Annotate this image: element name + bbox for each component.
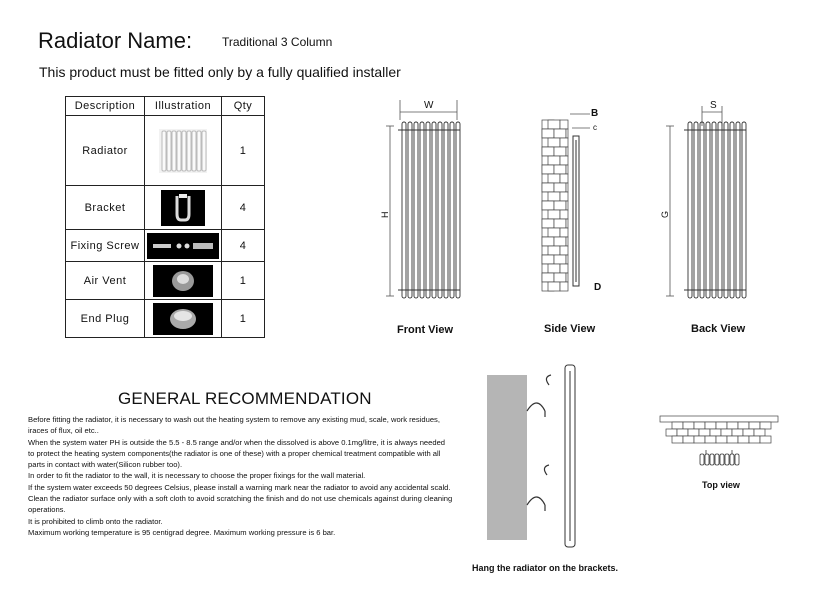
recommendation-line: Before fitting the radiator, it is necessary to wash out the heating system to remove any existing mud, scale, work residues, (28, 415, 440, 424)
row-description: Bracket (66, 186, 145, 230)
row-illustration (145, 262, 222, 300)
parts-table (65, 96, 265, 338)
row-description: Fixing Screw (66, 230, 145, 262)
row-qty: 4 (222, 230, 265, 262)
row-description: Air Vent (66, 262, 145, 300)
table-row (66, 230, 265, 262)
recommendation-line: Clean the radiator surface only with a soft cloth to avoid scratching the finish and do not use chemicals against during cleaning (28, 494, 453, 504)
recommendation-line: iraces of flux, oil etc.. (28, 426, 99, 436)
row-qty: 4 (222, 186, 265, 230)
side-view-label: Side View (544, 323, 596, 335)
row-qty: 1 (222, 116, 265, 186)
dim-s: S (710, 100, 717, 111)
dim-c: c (593, 123, 597, 132)
back-view-diagram (662, 96, 752, 306)
top-view-label: Top view (702, 480, 740, 490)
front-view-label: Front View (397, 324, 454, 336)
table-header-row (66, 97, 265, 116)
row-illustration (145, 300, 222, 338)
hang-instruction-label: Hang the radiator on the brackets. (472, 563, 619, 573)
end-plug-icon (145, 303, 221, 335)
recommendation-line: Maximum working temperature is 95 centigrad degree. Maximum working pressure is 6 bar. (28, 527, 336, 537)
col-qty: Qty (222, 97, 265, 116)
row-description: End Plug (66, 300, 145, 338)
table-row (66, 300, 265, 338)
radiator-name-value: Traditional 3 Column (222, 35, 333, 49)
dim-g: G (660, 210, 670, 218)
col-description: Description (66, 97, 145, 116)
general-recommendation-title: GENERAL RECOMMENDATION (118, 389, 372, 408)
back-view-label: Back View (691, 323, 746, 335)
air-vent-icon (145, 265, 221, 297)
recommendation-line: If the system water exceeds 50 degrees Celsius, please install a warning mark near the radiator to avoid any accidental scald. (28, 482, 451, 492)
row-qty: 1 (222, 262, 265, 300)
side-view-diagram (538, 100, 608, 305)
recommendation-line: When the system water PH is outside the 5.5 - 8.5 range and/or when the dissolved is above 0.1mg/litre, it is always needed (28, 437, 446, 447)
recommendation-list (28, 414, 453, 538)
recommendation-line: to protect the heating system components(the radiator is one of these) with a proper chemical treatment compatible with all (28, 448, 441, 458)
top-view-diagram (660, 414, 780, 474)
table-row (66, 116, 265, 186)
recommendation-line: In order to fit the radiator to the wall, it is necessary to choose the proper fixings for the wall material. (28, 471, 366, 481)
row-qty: 1 (222, 300, 265, 338)
table-row (66, 262, 265, 300)
recommendation-line: parts in contact with water(Silicon rubber too). (28, 460, 183, 470)
radiator-side-profile (565, 365, 575, 547)
recommendation-line: It is prohibited to climb onto the radiator. (28, 516, 163, 526)
dim-b: B (591, 108, 599, 119)
radiator-name-label: Radiator Name: (38, 28, 193, 53)
row-description: Radiator (66, 116, 145, 186)
col-illustration: Illustration (145, 97, 222, 116)
front-view-diagram (380, 96, 480, 306)
screw-icon (145, 233, 221, 259)
dim-h: H (380, 211, 390, 218)
recommendation-line: operations. (28, 505, 66, 515)
row-illustration (145, 186, 222, 230)
wall-panel (487, 375, 527, 540)
table-row (66, 186, 265, 230)
row-illustration (145, 116, 222, 186)
dim-w: W (424, 100, 434, 111)
row-illustration (145, 230, 222, 262)
dim-d: D (594, 282, 602, 293)
bracket-hooks (527, 375, 551, 511)
installer-warning: This product must be fitted only by a fully qualified installer (39, 64, 401, 80)
bracket-icon (145, 190, 221, 226)
hanging-diagram (485, 365, 590, 555)
radiator-icon (145, 125, 221, 177)
